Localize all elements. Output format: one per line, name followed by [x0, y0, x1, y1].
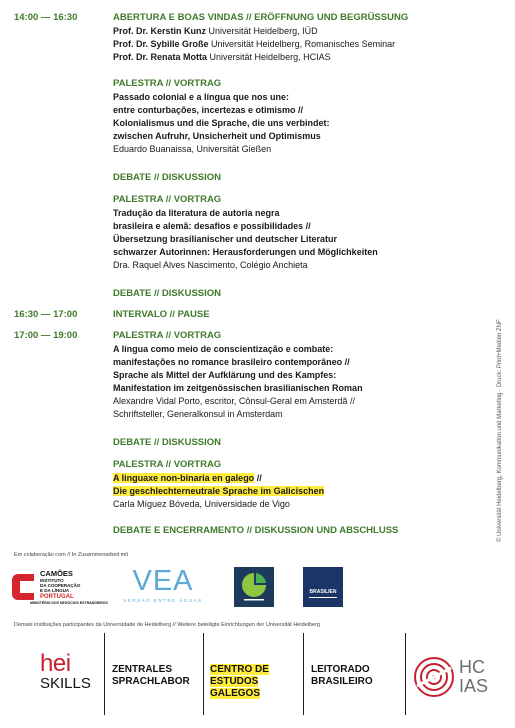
cooperation-label: Em colaboração com // In Zusammenarbeit mit — [14, 552, 129, 558]
zentrales-sprachlabor: ZENTRALES SPRACHLABOR — [112, 664, 190, 687]
camoes-portugal: PORTUGAL — [40, 594, 74, 600]
side-credit-text: © Universität Heidelberg, Kommunikation und Marketing · Druck: Print+Medien ZNF — [497, 319, 503, 542]
debate-3: DEBATE // DISKUSSION — [113, 437, 222, 448]
speaker-name: Prof. Dr. Sybille Große — [113, 39, 209, 49]
hcias-hc: HC — [459, 657, 485, 677]
opening-block — [113, 12, 493, 64]
speaker-affiliation: Universität Heidelberg, HCIAS — [209, 52, 331, 62]
talk-1-block — [113, 78, 493, 156]
talk-1-title-line: entre conturbações, incertezas e otimismo // — [113, 105, 304, 115]
leitorado-brasileiro: LEITORADO BRASILEIRO — [311, 664, 373, 687]
break-label: INTERVALO // PAUSE — [113, 309, 210, 320]
debate-2: DEBATE // DISKUSSION — [113, 288, 222, 299]
hcias-logo — [413, 656, 508, 706]
debate-1: DEBATE // DISKUSSION — [113, 172, 222, 183]
talk-3-title-line: A língua como meio de conscientização e combate: — [113, 344, 334, 354]
talk-1-title-line: Passado colonial e a língua que nos une: — [113, 92, 290, 102]
divider — [203, 633, 204, 715]
talk-3-title-line: Manifestation im zeitgenössischen brasilianischen Roman — [113, 383, 363, 393]
circle-mark-icon — [234, 567, 274, 607]
opening-heading: ABERTURA E BOAS VINDAS // ERÖFFNUNG UND BEGRÜSSUNG — [113, 12, 409, 23]
talk-2-title-line: Übersetzung brasilianischer und deutscher Literatur — [113, 234, 338, 244]
talk-1-heading: PALESTRA // VORTRAG — [113, 78, 222, 89]
vea-wordmark: VEA — [132, 565, 194, 597]
speaker-affiliation: Universität Heidelberg, IÜD — [208, 26, 318, 36]
camoes-title: CAMÕES — [40, 569, 73, 578]
speaker-row — [113, 38, 493, 51]
talk-1-title-line: Kolonialismus und die Sprache, die uns verbindet: — [113, 118, 330, 128]
talk-4-title-line — [113, 485, 493, 498]
talk-1-title-line: zwischen Aufruhr, Unsicherheit und Optimismus — [113, 131, 321, 141]
centro-estudos-galegos: CENTRO DE ESTUDOS GALEGOS — [210, 664, 269, 699]
talk-3-title-line: Sprache als Mittel der Aufklärung und des Kampfes: — [113, 370, 337, 380]
camoes-c-icon — [10, 570, 38, 604]
talk-2-title-line: schwarzer Autorinnen: Herausforderungen und Möglichkeiten — [113, 247, 378, 257]
talk-2-speaker: Dra. Raquel Alves Nascimento, Colégio Anchieta — [113, 260, 308, 270]
camoes-ministry: MINISTÉRIO DOS NEGÓCIOS ESTRANGEIROS — [30, 601, 108, 605]
talk-3-speaker-line: Schriftsteller, Generalkonsul in Amsterdam — [113, 409, 283, 419]
heiskills-hei: hei — [40, 650, 71, 677]
heiskills-skills: SKILLS — [40, 675, 91, 692]
talk-3-heading: PALESTRA // VORTRAG — [113, 330, 222, 341]
talk-4-heading: PALESTRA // VORTRAG — [113, 459, 222, 470]
time-slot-2: 16:30 — 17:00 — [14, 309, 78, 320]
partner-circle-logo — [234, 567, 274, 607]
divider — [405, 633, 406, 715]
divider — [104, 633, 105, 715]
talk-4-block — [113, 459, 493, 511]
talk-3-speaker-line: Alexandre Vidal Porto, escritor, Cônsul-Geral em Amsterdã // — [113, 396, 355, 406]
talk-2-title-line: Tradução da literatura de autoria negra — [113, 208, 280, 218]
talk-2-title-line: brasileira e alemã: desafios e possibilidades // — [113, 221, 311, 231]
highlight-mark: Die geschlechterneutrale Sprache im Galicischen — [113, 486, 325, 496]
hcias-ias: IAS — [459, 676, 489, 696]
divider — [303, 633, 304, 715]
talk-3-title-line: manifestações no romance brasileiro contemporâneo // — [113, 357, 350, 367]
brasilien-rule — [309, 597, 337, 598]
talk-1-speaker: Eduardo Buanaissa, Universität Gießen — [113, 144, 272, 154]
talk-4-title-line: A linguaxe non-binaria en galego // — [113, 473, 262, 483]
speaker-affiliation: Universität Heidelberg, Romanisches Seminar — [211, 39, 396, 49]
institutions-label: Demais instituições participantes da Universidade de Heidelberg // Weitere beteiligte Einrichtungen der Universität Heidelberg — [14, 622, 320, 628]
talk-3-block — [113, 330, 493, 421]
heiskills-logo — [40, 652, 100, 702]
talk-2-heading: PALESTRA // VORTRAG — [113, 194, 222, 205]
vea-logo — [118, 566, 208, 606]
speaker-name: Prof. Dr. Kerstin Kunz — [113, 26, 207, 36]
speaker-name: Prof. Dr. Renata Motta — [113, 52, 208, 62]
vea-tagline: VERSÃO ENTRE ÁGUAS — [123, 598, 203, 603]
closing-label: DEBATE E ENCERRAMENTO // DISKUSSION UND ABSCHLUSS — [113, 525, 399, 536]
camoes-logo — [10, 568, 108, 608]
time-slot-3: 17:00 — 19:00 — [14, 330, 78, 341]
hcias-mark-icon — [413, 656, 455, 698]
camoes-subtitle: INSTITUTO DA COOPERAÇÃO E DA LÍNGUA — [40, 578, 81, 593]
brasilien-logo — [303, 567, 343, 607]
speaker-row — [113, 51, 493, 64]
highlight-mark: A linguaxe non-binaria en galego — [113, 473, 255, 483]
time-slot-1: 14:00 — 16:30 — [14, 12, 78, 23]
talk-4-speaker: Carla Míguez Bóveda, Universidade de Vigo — [113, 499, 290, 509]
talk-2-block — [113, 194, 493, 272]
speaker-row — [113, 25, 493, 38]
brasilien-wordmark: BRASILIEN — [309, 589, 337, 595]
